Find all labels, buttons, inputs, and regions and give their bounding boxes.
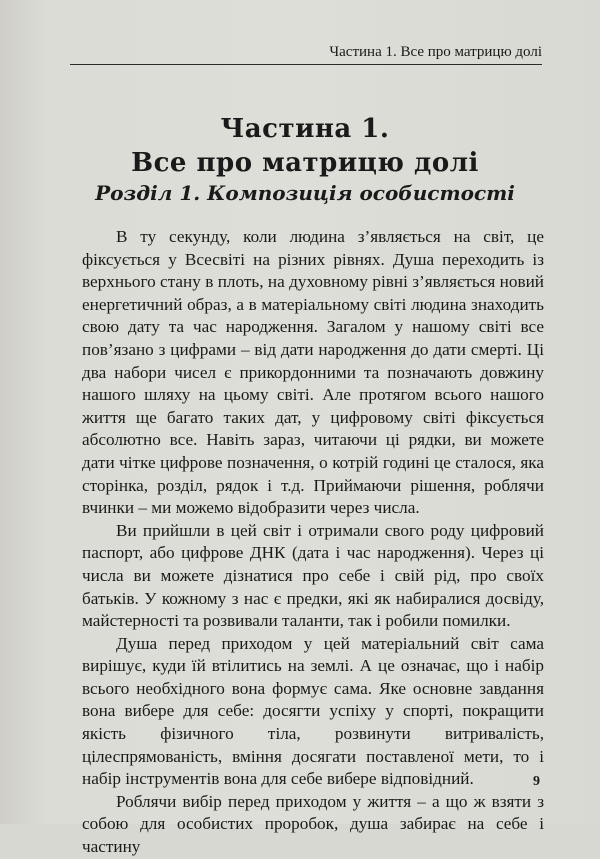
body-text bbox=[82, 226, 544, 859]
chapter-title-line-2: Все про матрицю долі bbox=[131, 148, 479, 178]
paragraph-4: Роблячи вибір перед приходом у життя – а що ж взяти з собою для особистих проробок, душа забирає на себе і частину bbox=[82, 791, 544, 857]
paragraph-1: В ту секунду, коли людина з’являється на світ, це фіксується у Всесвіті на різних рівнях. Душа переходить із верхнього стану в плоть, на духовному рівні з’являється новий енергетичний образ, а в матеріальному світі людина знаходить свою дату та час народження. Загалом у нашому світі все пов’язано з цифрами – від дати народження до дати смерті. Ці два набори чисел є прикордонними та позначають довжину нашого шляху на цьому світі. Але протягом всього нашого життя ще багато таких дат, у цифровому світі фіксується абсолютно все. Навіть зараз, читаючи ці рядки, ви можете дати чітке цифрове позначення, о котрій годині це сталося, яка сторінка, розділ, рядок і т.д. Приймаючи рішення, роблячи вчинки – ми можемо відобразити через числа. bbox=[82, 227, 544, 518]
section-title: Розділ 1. Композиція особистості bbox=[95, 181, 515, 205]
paragraph-3: Душа перед приходом у цей матеріальний світ сама вирішує, куди їй втілитись на землі. А це означає, що і набір всього необхідного вона формує сама. Яке основне завдання вона вибере для себе: досягти успіху у спорті, покращити якість фізичного тіла, розвинути витривалість, цілеспрямованість, вміння досягати поставленої мети, то і набір інструментів вона для себе вибере відповідний. bbox=[82, 633, 544, 789]
chapter-title-line-1: Частина 1. bbox=[220, 114, 390, 144]
chapter-title bbox=[90, 112, 520, 180]
paragraph-2: Ви прийшли в цей світ і отримали свого роду цифровий паспорт, або цифрове ДНК (дата і час народження). Через ці числа ви можете дізнатися про себе і свій рід, про своїх батьків. У кожному з нас є предки, які як набиралися досвіду, майстерності та розвивали таланти, так і робили помилки. bbox=[82, 520, 544, 631]
page-number: 9 bbox=[533, 774, 540, 789]
running-header: Частина 1. Все про матрицю долі bbox=[70, 42, 542, 65]
